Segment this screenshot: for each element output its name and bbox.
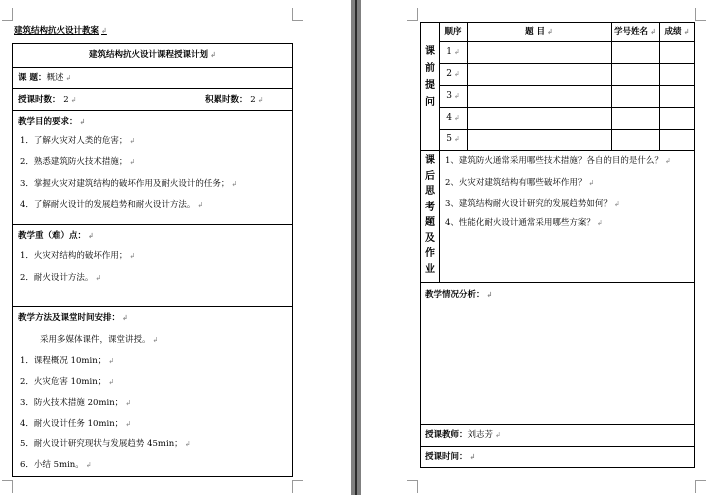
quiz-header-topic: 题 目 ↲ [525,27,553,37]
document-page-right [361,0,707,495]
objectives-heading: 教学目的要求： ↲ [18,117,86,127]
crop-mark [407,480,418,493]
methods-intro: 采用多媒体课件，课堂讲授。 ↲ [40,335,159,345]
teaching-hours: 授课时数： 2 ↲ [18,95,77,105]
topic-row: 课 题：概述 ↲ [18,73,72,83]
quiz-row-number: 2 ↲ [446,69,460,79]
method-item: 2．火灾危害 10min； ↲ [20,377,115,387]
crop-mark [292,8,303,21]
homework-section-label: 课 后 思 考 题 及 作 业 [425,155,435,275]
homework-item: 1、建筑防火通常采用哪些技术措施？各自的目的是什么？ ↲ [445,156,671,166]
key-point-item: 1．火灾对结构的破坏作用； ↲ [20,251,136,261]
quiz-row-number: 5 ↲ [446,134,460,144]
homework-item: 2、火灾对建筑结构有哪些破坏作用？ ↲ [445,178,595,188]
table-title: 建筑结构抗火设计课程授课计划 ↲ [89,50,216,60]
quiz-row-number: 1 ↲ [446,47,460,57]
method-item: 5．耐火设计研究现状与发展趋势 45min； ↲ [20,439,191,449]
review-table [420,22,695,468]
key-points-heading: 教学重（难）点： ↲ [18,231,94,241]
doc-header: 建筑结构抗火设计教案 ↲ [14,26,107,36]
crop-mark [292,480,303,493]
method-item: 1．课程概况 10min； ↲ [20,356,115,366]
method-item: 4．耐火设计任务 10min； ↲ [20,419,132,429]
objective-item: 4．了解耐火设计的发展趋势和耐火设计方法。 ↲ [20,200,204,210]
method-item: 6．小结 5min。 ↲ [20,460,92,470]
objective-item: 2．熟悉建筑防火技术措施； ↲ [20,157,136,167]
teacher-row: 授课教师：刘志芳 ↲ [425,430,501,440]
cumulative-hours: 积累时数： 2 ↲ [205,95,264,105]
objective-item: 1．了解火灾对人类的危害； ↲ [20,136,136,146]
quiz-row-number: 4 ↲ [446,113,460,123]
crop-mark [695,8,706,21]
crop-mark [2,8,13,21]
objective-item: 3．掌握火灾对建筑结构的破坏作用及耐火设计的任务； ↲ [20,179,238,189]
methods-heading: 教学方法及课堂时间安排： ↲ [18,313,128,323]
quiz-header-score: 成绩 ↲ [664,27,690,37]
quiz-row-number: 3 ↲ [446,91,460,101]
analysis-label: 教学情况分析： ↲ [425,290,493,300]
crop-mark [695,480,706,493]
crop-mark [407,8,418,21]
document-page-left [0,0,351,495]
page-gutter [351,0,361,495]
quiz-section-label: 课 前 提 问 [425,46,435,108]
quiz-header-seq: 顺序 [444,27,462,37]
quiz-header-student: 学号姓名 ↲ [614,27,656,37]
key-point-item: 2．耐火设计方法。 ↲ [20,273,102,283]
teaching-time-label: 授课时间： ↲ [425,452,476,462]
method-item: 3．防火技术措施 20min； ↲ [20,398,132,408]
homework-item: 3、建筑结构耐火设计研究的发展趋势如何？ ↲ [445,199,620,209]
homework-item: 4、性能化耐火设计通常采用哪些方案？ ↲ [445,218,603,228]
crop-mark [2,480,13,493]
